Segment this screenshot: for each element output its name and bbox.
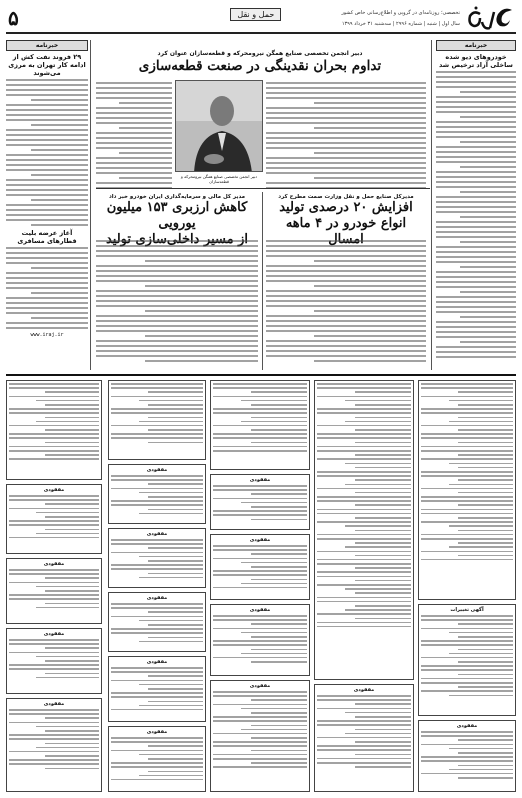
classified-ad [418,720,516,792]
classified-ad [210,474,310,530]
tagline: تخصصی؛ روزنامه‌ای در گروپی و اطلاع‌رسانی خاص کشور [341,10,460,16]
classified-ad [108,464,206,524]
story3-kicker: مدیرکل صنایع حمل و نقل وزارت صمت مطرح کرد [278,194,414,200]
classified-ad [314,684,414,792]
ad-title: مفقودی [456,723,478,729]
right-box-label: خبرنامه [436,40,516,51]
left-body-text-2 [6,247,88,329]
ad-title: مفقودی [146,729,168,735]
right-column [436,40,516,370]
left-column [6,40,88,370]
photo-caption: دبیر انجمن تخصصی صنایع همگن نیرومحرکه و قطعه‌سازان [180,174,258,184]
left-subhead-2: آغاز عرضه بلیت قطارهای مسافری [17,229,77,245]
classified-ad [6,698,102,792]
ad-title: مفقودی [146,467,168,473]
ads-separator [6,374,516,376]
left-box-label: خبرنامه [6,40,88,51]
masthead [6,6,516,34]
ad-title: مفقودی [43,561,65,567]
ad-title: مفقودی [249,537,271,543]
ad-title: مفقودی [43,701,65,707]
main-story-header [90,50,430,74]
story2-kicker: مدیر کل مالی و سرمایه‌گذاری ایران خودرو خبر داد [108,194,246,200]
main-story-photo [175,80,263,172]
ad-title: آگهی تغییرات [450,607,484,613]
ad-title: مفقودی [146,659,168,665]
story3-body [266,240,426,365]
issue-line: سال اول | شنبه | شماره ۲۹۹۶ | سه‌شنبه ۳۱ خرداد ۱۳۹۹ [341,21,460,27]
left-body-text-1 [6,79,88,226]
classified-ad [108,592,206,652]
classified-ad [210,604,310,676]
page-number: ۵ [8,6,19,30]
logo-icon [464,4,516,34]
story3-headline-2: انواع خودرو در ۴ ماهه [285,216,407,231]
classified-ad [6,380,102,480]
ad-title: مفقودی [146,531,168,537]
story2-headline-1: کاهش ارزبری ۱۵۳ میلیون یورویی [106,200,248,231]
column-divider [262,192,263,370]
main-story-right-text [266,82,426,192]
section-title: حمل و نقل [230,8,281,21]
classified-ad [314,380,414,680]
ad-title: مفقودی [353,687,375,693]
classified-ad [6,628,102,694]
paper-logo [464,4,516,34]
classified-ad [108,726,206,792]
ad-title: مفقودی [43,487,65,493]
classified-ad [108,380,206,460]
right-subhead: خودروهای دیو شده ساخلی آزاد ترخیص شد [439,53,513,69]
story3-headline-1: افزایش ۲۰ درصدی تولید [279,200,413,215]
ad-title: مفقودی [249,477,271,483]
classified-ad [210,380,310,470]
main-kicker: دبیر انجمن تخصصی صنایع همگن نیرومحرکه و قطعه‌سازان عنوان کرد [157,50,363,57]
classified-ad [6,558,102,624]
column-divider [431,40,432,370]
story-divider [96,188,430,189]
main-story-left-text [96,82,172,192]
story2-body [96,240,258,365]
ad-title: مفقودی [146,595,168,601]
classified-ad [210,534,310,600]
classified-ad [108,656,206,722]
ad-title: مفقودی [249,683,271,689]
classified-ad [108,528,206,588]
portrait-icon [175,81,262,172]
classified-ad [418,380,516,600]
website-url[interactable]: www.iraj.ir [30,332,64,338]
classified-ad [418,604,516,716]
classified-ad [210,680,310,792]
left-subhead-1: ۲۹ فروند نفت کش از ادامه کار تهران به مرزی می‌شوند [8,53,86,77]
ad-title: مفقودی [43,631,65,637]
main-headline: تداوم بحران نقدینگی در صنعت قطعه‌سازی [138,58,382,74]
right-body-text [436,71,516,358]
classified-ad [6,484,102,554]
ad-title: مفقودی [249,607,271,613]
column-divider [90,40,91,370]
